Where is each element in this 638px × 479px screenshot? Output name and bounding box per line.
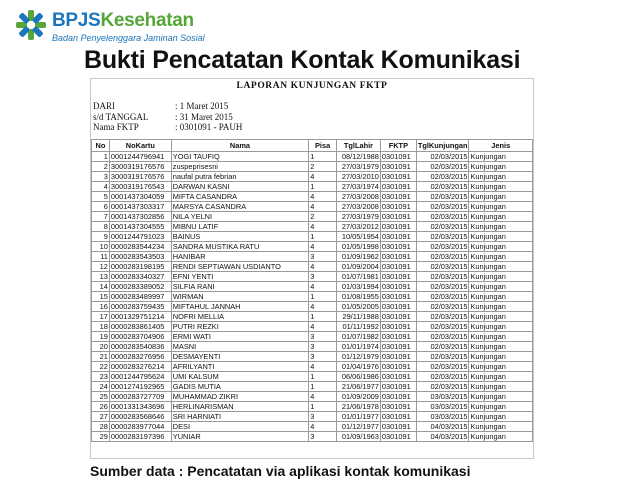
table-cell: 01/04/1976 — [337, 362, 381, 372]
table-cell: Kunjungan — [469, 272, 533, 282]
table-cell: 0301091 — [380, 162, 416, 172]
table-cell: 0000283861405 — [109, 322, 171, 332]
table-cell: 4 — [309, 422, 337, 432]
table-row — [92, 202, 533, 212]
table-cell: 27/03/2008 — [337, 202, 381, 212]
table-cell: 0301091 — [380, 172, 416, 182]
table-cell: 0301091 — [380, 342, 416, 352]
table-cell: 01/09/1963 — [337, 432, 381, 442]
brand-name-b: Kesehatan — [100, 10, 194, 31]
table-cell: 3000319176543 — [109, 182, 171, 192]
table-cell: 0000283540836 — [109, 342, 171, 352]
table-cell: 0301091 — [380, 352, 416, 362]
bpjs-logo — [14, 8, 244, 46]
column-header: Nama — [171, 140, 308, 152]
table-cell: Kunjungan — [469, 422, 533, 432]
table-cell: 0000283197396 — [109, 432, 171, 442]
table-cell: PUTRI REZKI — [171, 322, 308, 332]
table-cell: 02/03/2015 — [416, 292, 469, 302]
column-header: Pisa — [309, 140, 337, 152]
meta-key: DARI — [93, 101, 115, 111]
table-cell: 02/03/2015 — [416, 232, 469, 242]
table-cell: 3 — [309, 432, 337, 442]
meta-key: Nama FKTP — [93, 122, 139, 132]
table-cell: Kunjungan — [469, 292, 533, 302]
table-cell: 02/03/2015 — [416, 342, 469, 352]
table-cell: 0301091 — [380, 252, 416, 262]
table-cell: 01/08/1955 — [337, 292, 381, 302]
table-cell: 0301091 — [380, 232, 416, 242]
table-row — [92, 332, 533, 342]
table-cell: 0301091 — [380, 382, 416, 392]
table-row — [92, 212, 533, 222]
table-cell: 0001437304555 — [109, 222, 171, 232]
table-row — [92, 392, 533, 402]
table-row — [92, 322, 533, 332]
table-cell: UMI KALSUM — [171, 372, 308, 382]
table-cell: 0301091 — [380, 222, 416, 232]
table-cell: 0301091 — [380, 372, 416, 382]
table-cell: 0001331343696 — [109, 402, 171, 412]
column-header: FKTP — [380, 140, 416, 152]
table-cell: 0301091 — [380, 362, 416, 372]
table-cell: Kunjungan — [469, 262, 533, 272]
table-cell: 4 — [309, 222, 337, 232]
table-cell: YOGI TAUFIQ — [171, 152, 308, 162]
table-cell: 1 — [309, 312, 337, 322]
table-cell: 08/12/1988 — [337, 152, 381, 162]
table-cell: 02/03/2015 — [416, 382, 469, 392]
table-cell: 0301091 — [380, 212, 416, 222]
table-cell: 0000283727709 — [109, 392, 171, 402]
table-cell: Kunjungan — [469, 182, 533, 192]
table-cell: 0301091 — [380, 282, 416, 292]
table-cell: NILA YELNI — [171, 212, 308, 222]
table-cell: 27 — [92, 412, 110, 422]
table-row — [92, 342, 533, 352]
table-cell: 27/03/2010 — [337, 172, 381, 182]
table-cell: SILFIA RANI — [171, 282, 308, 292]
bpjs-logo-icon — [14, 8, 48, 42]
table-cell: 0301091 — [380, 432, 416, 442]
table-cell: 02/03/2015 — [416, 332, 469, 342]
table-cell: 9 — [92, 232, 110, 242]
table-cell: 01/12/1977 — [337, 422, 381, 432]
table-cell: 3 — [309, 342, 337, 352]
table-cell: 01/05/1998 — [337, 242, 381, 252]
table-row — [92, 352, 533, 362]
table-cell: 4 — [309, 362, 337, 372]
table-cell: 0301091 — [380, 202, 416, 212]
table-cell: 3 — [309, 412, 337, 422]
brand-tagline: Badan Penyelenggara Jaminan Sosial — [52, 33, 205, 43]
table-cell: 8 — [92, 222, 110, 232]
table-cell: 4 — [309, 172, 337, 182]
table-cell: 1 — [309, 182, 337, 192]
table-cell: 1 — [309, 382, 337, 392]
table-cell: 0000283977044 — [109, 422, 171, 432]
table-cell: 11 — [92, 252, 110, 262]
table-cell: 1 — [309, 292, 337, 302]
source-note: Sumber data : Pencatatan via aplikasi kontak komunikasi — [90, 463, 471, 479]
column-header: TglKunjungan — [417, 141, 468, 150]
table-cell: 04/03/2015 — [416, 422, 469, 432]
table-cell: MUHAMMAD ZIKRI — [171, 392, 308, 402]
report-title: LAPORAN KUNJUNGAN FKTP — [236, 81, 388, 91]
table-cell: 0001329751214 — [109, 312, 171, 322]
table-cell: 3 — [309, 252, 337, 262]
table-cell: 01/12/1979 — [337, 352, 381, 362]
table-cell: 01/07/1981 — [337, 272, 381, 282]
table-cell: 3 — [309, 272, 337, 282]
table-cell: 3 — [309, 352, 337, 362]
table-cell: Kunjungan — [469, 152, 533, 162]
table-cell: 02/03/2015 — [416, 172, 469, 182]
table-cell: Kunjungan — [469, 362, 533, 372]
table-cell: 28 — [92, 422, 110, 432]
table-cell: 02/03/2015 — [416, 182, 469, 192]
table-row — [92, 242, 533, 252]
table-cell: 26 — [92, 402, 110, 412]
table-cell: 04/03/2015 — [416, 432, 469, 442]
table-cell: 02/03/2015 — [416, 162, 469, 172]
table-cell: 0001437304059 — [109, 192, 171, 202]
table-row — [92, 402, 533, 412]
table-cell: 03/03/2015 — [416, 412, 469, 422]
table-cell: 03/03/2015 — [416, 402, 469, 412]
meta-row — [93, 101, 242, 112]
table-cell: 02/03/2015 — [416, 202, 469, 212]
table-cell: ERMI WATI — [171, 332, 308, 342]
table-row — [92, 162, 533, 172]
table-cell: 4 — [92, 182, 110, 192]
table-cell: 01/03/1994 — [337, 282, 381, 292]
table-cell: Kunjungan — [469, 242, 533, 252]
table-cell: 01/01/1974 — [337, 342, 381, 352]
table-cell: RENDI SEPTIAWAN USDIANTO — [171, 262, 308, 272]
table-cell: SANDRA MUSTIKA RATU — [171, 242, 308, 252]
visit-table — [91, 139, 533, 442]
column-header: TglLahir — [337, 140, 381, 152]
table-cell: 0301091 — [380, 312, 416, 322]
table-cell: 15 — [92, 292, 110, 302]
table-cell: Kunjungan — [469, 432, 533, 442]
table-cell: 02/03/2015 — [416, 352, 469, 362]
table-cell: 27/03/1979 — [337, 162, 381, 172]
table-cell: 0301091 — [380, 262, 416, 272]
table-cell: 0301091 — [380, 292, 416, 302]
table-cell: 17 — [92, 312, 110, 322]
table-cell: 2 — [92, 162, 110, 172]
table-cell: 5 — [92, 192, 110, 202]
table-cell: 0301091 — [380, 302, 416, 312]
column-header: Jenis — [469, 140, 533, 152]
meta-value: : 31 Maret 2015 — [175, 111, 233, 122]
table-cell: 12 — [92, 262, 110, 272]
table-cell: 10/05/1954 — [337, 232, 381, 242]
table-cell: BAINUS — [171, 232, 308, 242]
table-cell: 10 — [92, 242, 110, 252]
table-cell: 0301091 — [380, 412, 416, 422]
table-row — [92, 192, 533, 202]
table-cell: 02/03/2015 — [416, 242, 469, 252]
table-cell: YUNIAR — [171, 432, 308, 442]
meta-value: : 0301091 - PAUH — [175, 122, 243, 132]
table-cell: 27/03/1979 — [337, 212, 381, 222]
table-cell: 0001437302856 — [109, 212, 171, 222]
table-cell: MIFTA CASANDRA — [171, 192, 308, 202]
table-cell: 0000283544234 — [109, 242, 171, 252]
brand-name-a: BPJS — [52, 10, 101, 31]
table-cell: MIBNU LATIF — [171, 222, 308, 232]
table-cell: 02/03/2015 — [416, 372, 469, 382]
table-cell: Kunjungan — [469, 162, 533, 172]
table-cell: 0301091 — [380, 392, 416, 402]
table-cell: 02/03/2015 — [416, 282, 469, 292]
table-cell: MIFTAHUL JANNAH — [171, 302, 308, 312]
table-row — [92, 262, 533, 272]
table-cell: naufal putra febrian — [171, 172, 308, 182]
table-cell: 0000283389052 — [109, 282, 171, 292]
table-cell: Kunjungan — [469, 202, 533, 212]
report-meta — [93, 101, 242, 133]
table-cell: 1 — [92, 152, 110, 162]
table-cell: HANIBAR — [171, 252, 308, 262]
table-cell: 0301091 — [380, 152, 416, 162]
table-row — [92, 182, 533, 192]
table-cell: 0001244795624 — [109, 372, 171, 382]
table-cell: 06/06/1986 — [337, 372, 381, 382]
table-cell: 0000283340327 — [109, 272, 171, 282]
table-row — [92, 172, 533, 182]
table-cell: 3 — [309, 332, 337, 342]
table-cell: 0301091 — [380, 322, 416, 332]
table-cell: Kunjungan — [469, 332, 533, 342]
table-cell: 0001244791023 — [109, 232, 171, 242]
table-cell: 01/05/2005 — [337, 302, 381, 312]
table-cell: 0001437303317 — [109, 202, 171, 212]
table-row — [92, 422, 533, 432]
table-cell: 4 — [309, 282, 337, 292]
brand-name — [52, 10, 194, 32]
table-cell: 0301091 — [380, 332, 416, 342]
table-header-row — [92, 140, 533, 152]
table-cell: 21 — [92, 352, 110, 362]
table-cell: 0000283198195 — [109, 262, 171, 272]
table-cell: 01/01/1977 — [337, 412, 381, 422]
table-cell: 02/03/2015 — [416, 252, 469, 262]
table-cell: NOFRI MELLIA — [171, 312, 308, 322]
table-cell: 19 — [92, 332, 110, 342]
table-cell: 02/03/2015 — [416, 262, 469, 272]
table-cell: 1 — [309, 232, 337, 242]
table-cell: EFNI YENTI — [171, 272, 308, 282]
table-cell: 02/03/2015 — [416, 272, 469, 282]
table-cell: 25 — [92, 392, 110, 402]
table-cell: 0000283568646 — [109, 412, 171, 422]
table-cell: 4 — [309, 192, 337, 202]
table-cell: 24 — [92, 382, 110, 392]
table-row — [92, 412, 533, 422]
table-cell: 02/03/2015 — [416, 302, 469, 312]
table-cell: 01/09/1962 — [337, 252, 381, 262]
table-cell: Kunjungan — [469, 172, 533, 182]
table-cell: 0301091 — [380, 402, 416, 412]
table-cell: Kunjungan — [469, 352, 533, 362]
table-cell: 02/03/2015 — [416, 152, 469, 162]
table-cell: 7 — [92, 212, 110, 222]
table-row — [92, 232, 533, 242]
table-cell: 6 — [92, 202, 110, 212]
table-cell: HERLINARISMAN — [171, 402, 308, 412]
table-cell: 4 — [309, 242, 337, 252]
table-cell: 0000283489997 — [109, 292, 171, 302]
table-cell: Kunjungan — [469, 302, 533, 312]
table-cell: GADIS MUTIA — [171, 382, 308, 392]
table-row — [92, 252, 533, 262]
table-row — [92, 372, 533, 382]
table-cell: Kunjungan — [469, 382, 533, 392]
table-cell: 0301091 — [380, 182, 416, 192]
table-cell: 0001274192965 — [109, 382, 171, 392]
report-sheet — [90, 78, 534, 459]
table-cell: MASNI — [171, 342, 308, 352]
table-row — [92, 282, 533, 292]
table-cell: 4 — [309, 202, 337, 212]
table-cell: 21/06/1978 — [337, 402, 381, 412]
table-row — [92, 272, 533, 282]
table-cell: 16 — [92, 302, 110, 312]
table-cell: 0000283276956 — [109, 352, 171, 362]
column-header: NoKartu — [109, 140, 171, 152]
table-body — [92, 152, 533, 442]
table-cell: Kunjungan — [469, 322, 533, 332]
table-cell: 21/06/1977 — [337, 382, 381, 392]
table-cell: 2 — [309, 162, 337, 172]
table-cell: Kunjungan — [469, 212, 533, 222]
table-cell: 18 — [92, 322, 110, 332]
slide-title: Bukti Pencatatan Kontak Komunikasi — [84, 46, 521, 74]
table-cell: 02/03/2015 — [416, 192, 469, 202]
table-cell: 03/03/2015 — [416, 392, 469, 402]
meta-row — [93, 122, 242, 133]
table-cell: 29 — [92, 432, 110, 442]
table-cell: 01/09/2004 — [337, 262, 381, 272]
table-cell: 1 — [309, 402, 337, 412]
table-cell: DESI — [171, 422, 308, 432]
table-cell: 23 — [92, 372, 110, 382]
table-cell: 0001244796941 — [109, 152, 171, 162]
table-cell: 0301091 — [380, 422, 416, 432]
table-cell: Kunjungan — [469, 222, 533, 232]
table-cell: 4 — [309, 302, 337, 312]
table-cell: MARSYA CASANDRA — [171, 202, 308, 212]
table-cell: 4 — [309, 392, 337, 402]
table-row — [92, 152, 533, 162]
table-cell: DESMAYENTI — [171, 352, 308, 362]
meta-key: s/d TANGGAL — [93, 111, 149, 122]
table-cell: 02/03/2015 — [416, 312, 469, 322]
table-cell: 3000319176576 — [109, 172, 171, 182]
table-cell: 14 — [92, 282, 110, 292]
table-cell: 02/03/2015 — [416, 362, 469, 372]
table-row — [92, 432, 533, 442]
table-cell: 20 — [92, 342, 110, 352]
table-cell: Kunjungan — [469, 232, 533, 242]
table-row — [92, 292, 533, 302]
table-cell: 01/11/1992 — [337, 322, 381, 332]
table-cell: Kunjungan — [469, 192, 533, 202]
table-cell: 01/07/1982 — [337, 332, 381, 342]
table-cell: 22 — [92, 362, 110, 372]
table-cell: 0301091 — [380, 272, 416, 282]
table-cell: Kunjungan — [469, 282, 533, 292]
table-cell: Kunjungan — [469, 252, 533, 262]
table-cell: WIRMAN — [171, 292, 308, 302]
table-cell: 0000283276214 — [109, 362, 171, 372]
table-cell: 29/11/1988 — [337, 312, 381, 322]
table-cell: Kunjungan — [469, 402, 533, 412]
table-cell: 3000319176576 — [109, 162, 171, 172]
meta-value: : 1 Maret 2015 — [175, 101, 229, 111]
table-cell: zuspeprisesni — [171, 162, 308, 172]
table-row — [92, 222, 533, 232]
table-row — [92, 382, 533, 392]
table-cell: 02/03/2015 — [416, 222, 469, 232]
table-cell: 2 — [309, 212, 337, 222]
table-cell: AFRILYANTI — [171, 362, 308, 372]
table-cell: Kunjungan — [469, 412, 533, 422]
table-cell: 0301091 — [380, 242, 416, 252]
table-cell: 0000283704906 — [109, 332, 171, 342]
table-row — [92, 362, 533, 372]
table-cell: Kunjungan — [469, 312, 533, 322]
table-cell: 27/03/2008 — [337, 192, 381, 202]
table-cell: 1 — [309, 372, 337, 382]
table-cell: 4 — [309, 322, 337, 332]
table-cell: 0000283543503 — [109, 252, 171, 262]
table-row — [92, 302, 533, 312]
table-cell: 02/03/2015 — [416, 212, 469, 222]
table-cell: 27/03/1974 — [337, 182, 381, 192]
table-cell: DARWAN KASNI — [171, 182, 308, 192]
table-cell: 02/03/2015 — [416, 322, 469, 332]
table-cell: Kunjungan — [469, 342, 533, 352]
table-cell: SRI HARNIATI — [171, 412, 308, 422]
table-cell: 1 — [309, 152, 337, 162]
table-cell: 27/03/2012 — [337, 222, 381, 232]
table-cell: Kunjungan — [469, 392, 533, 402]
table-cell: 3 — [92, 172, 110, 182]
table-cell: 13 — [92, 272, 110, 282]
table-cell: 0000283759435 — [109, 302, 171, 312]
table-cell: 01/09/2009 — [337, 392, 381, 402]
table-cell: Kunjungan — [469, 372, 533, 382]
table-cell: 4 — [309, 262, 337, 272]
table-row — [92, 312, 533, 322]
meta-row — [93, 112, 242, 123]
column-header: No — [92, 140, 110, 152]
table-cell: 0301091 — [380, 192, 416, 202]
